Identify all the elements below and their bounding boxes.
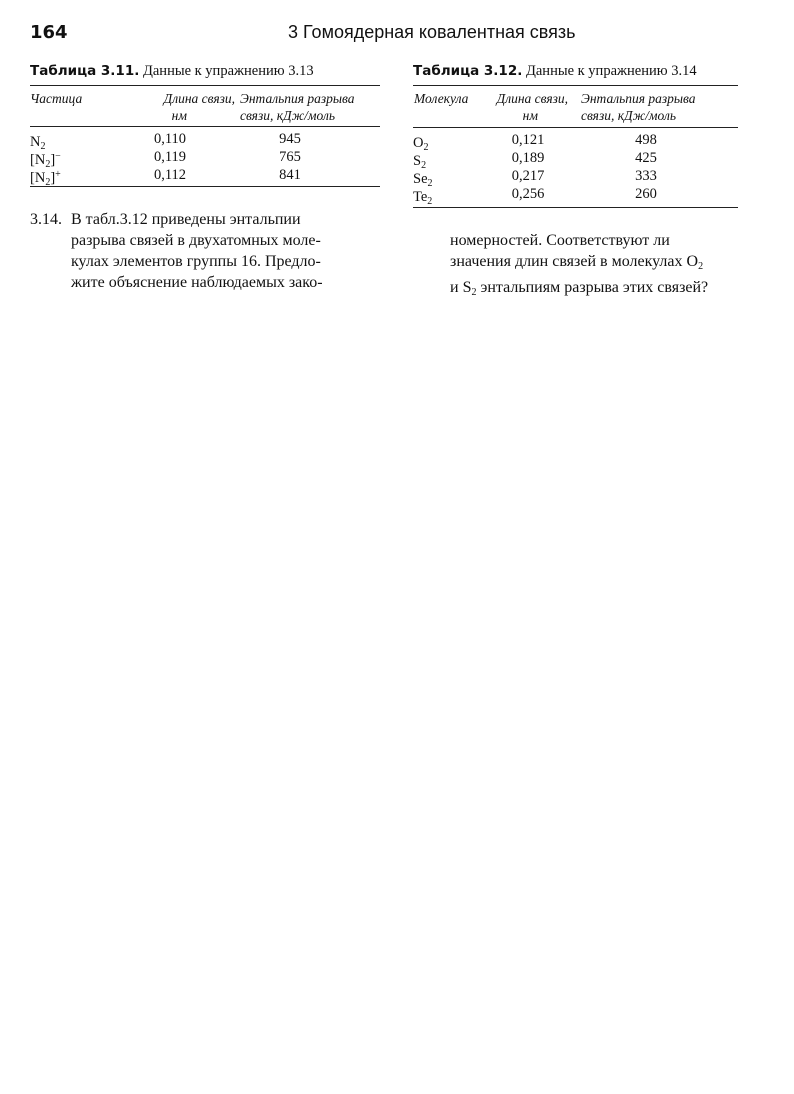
species: $Se_2$: [413, 171, 433, 189]
bond-enthalpy: 260: [635, 186, 657, 202]
rule: [413, 85, 738, 86]
species: $N_2$: [30, 134, 46, 152]
species: $[N_2]^-$: [30, 151, 61, 170]
exercise-text-left: В табл.3.12 приведены энтальпии разрыва связей в двухатомных моле- кулах элементов группы 16. Предло- жите объяснение наблюдаемых зако-: [71, 211, 323, 291]
bond-length: 0,119: [153, 149, 187, 165]
rule: [30, 85, 380, 86]
table-body: [30, 130, 380, 188]
bond-length: 0,110: [153, 131, 187, 147]
table-row: [30, 130, 380, 152]
species: $Te_2$: [413, 189, 433, 207]
rule: [413, 207, 738, 208]
bond-enthalpy: 333: [635, 168, 657, 184]
bond-length: 0,217: [511, 168, 545, 184]
rule: [413, 127, 738, 128]
column-header: Энтальпия разрыва связи, кДж/моль: [240, 91, 355, 123]
column-header: Частица: [30, 91, 83, 106]
species: $O_2$: [413, 135, 429, 153]
column-header: Длина связи, нм: [163, 91, 235, 123]
table-row: [413, 131, 738, 153]
table-row: [30, 166, 380, 188]
table-caption: Таблица 3.12. Данные к упражнению 3.14: [413, 63, 697, 79]
page-number: 164: [30, 22, 68, 43]
bond-enthalpy: 425: [635, 150, 657, 166]
table-row: [413, 149, 738, 171]
table-body: [413, 131, 738, 207]
table-row: [413, 185, 738, 207]
species: $S_2$: [413, 153, 427, 171]
exercise-text-right: номерностей. Соответствуют ли значения длин связей в молекулах $O_2$ и $S_2$ энтальпиям разрыва этих связей?: [450, 232, 709, 298]
bond-length: 0,121: [511, 132, 545, 148]
rule: [30, 126, 380, 127]
bond-enthalpy: 498: [635, 132, 657, 148]
species: $[N_2]^+$: [30, 169, 61, 188]
bond-enthalpy: 765: [279, 149, 301, 165]
table-caption: Таблица 3.11. Данные к упражнению 3.13: [30, 63, 314, 79]
exercise-number: 3.14.: [30, 211, 62, 228]
column-header: Длина связи, нм: [496, 91, 568, 123]
bond-enthalpy: 945: [279, 131, 301, 147]
column-header: Энтальпия разрыва связи, кДж/моль: [581, 91, 696, 123]
column-header: Молекула: [414, 91, 469, 106]
rule: [30, 186, 380, 187]
bond-enthalpy: 841: [279, 167, 301, 183]
table-row: [30, 148, 380, 170]
table-row: [413, 167, 738, 189]
bond-length: 0,256: [511, 186, 545, 202]
bond-length: 0,112: [153, 167, 187, 183]
running-title: 3 Гомоядерная ковалентная связь: [288, 22, 576, 42]
bond-length: 0,189: [511, 150, 545, 166]
